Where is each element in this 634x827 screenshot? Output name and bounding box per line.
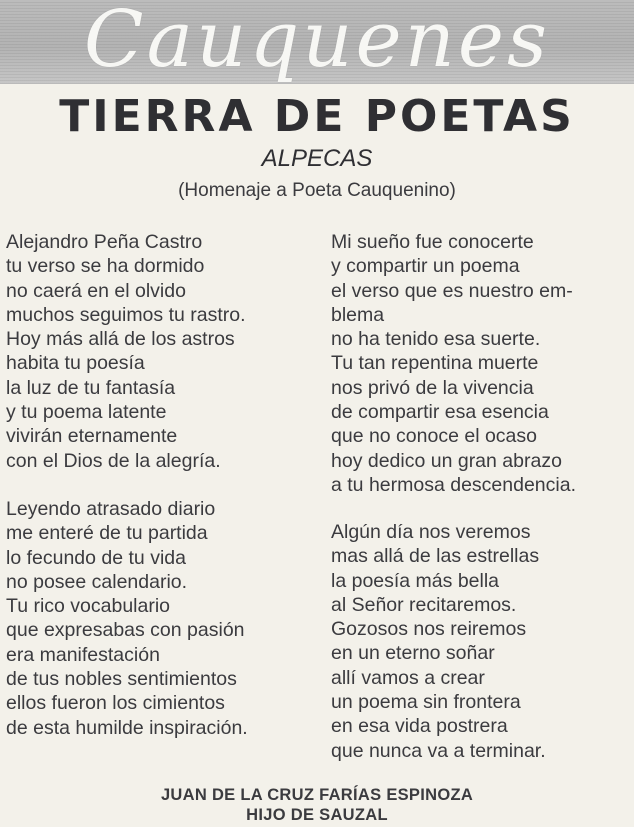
verse-line: Leyendo atrasado diario (6, 498, 216, 520)
verse-line: vivirán eternamente (6, 425, 178, 448)
verse-line: Hoy más allá de los astros (6, 328, 235, 351)
verse-line: mas allá de las estrellas (331, 545, 540, 568)
verse-line: que nunca va a terminar. (331, 739, 546, 762)
author-origin: HIJO DE SAUZAL (246, 806, 388, 824)
stanza-1 (6, 230, 246, 473)
verse-line: me enteré de tu partida (6, 522, 208, 545)
verse-line: habita tu poesía (6, 352, 145, 375)
verse-line: no ha tenido esa suerte. (331, 328, 541, 351)
verse-line: nos privó de la vivencia (331, 376, 534, 399)
verse-line: Gozosos nos reiremos (331, 618, 527, 641)
verse-line: al Señor recitaremos. (331, 593, 517, 616)
verse-line: la poesía más bella (331, 569, 500, 592)
verse-line: a tu hermosa descendencia. (331, 473, 576, 496)
verse-line: de esta humilde inspiración. (6, 716, 248, 739)
poem-title: ALPECAS (261, 145, 373, 172)
verse-line: en un eterno soñar (331, 642, 495, 665)
verse-line: hoy dedico un gran abrazo (331, 449, 562, 472)
verse-line: no posee calendario. (6, 570, 188, 593)
verse-line: la luz de tu fantasía (6, 376, 176, 399)
verse-line: allí vamos a crear (331, 666, 485, 689)
stanza-3 (6, 497, 248, 740)
verse-line: tu verso se ha dormido (6, 255, 205, 278)
verse-line: Alejandro Peña Castro (6, 231, 203, 253)
poem-dedication: (Homenaje a Poeta Cauquenino) (178, 180, 456, 201)
verse-line: blema (331, 303, 385, 326)
stanza-2 (331, 230, 576, 497)
verse-line: ellos fueron los cimientos (6, 692, 225, 715)
verse-line: lo fecundo de tu vida (6, 546, 186, 569)
verse-line: Tu rico vocabulario (6, 595, 171, 618)
verse-line: era manifestación (6, 643, 160, 666)
verse-line: con el Dios de la alegría. (6, 449, 221, 472)
verse-line: que no conoce el ocaso (331, 425, 537, 448)
verse-line: Tu tan repentina muerte (331, 352, 539, 375)
page-title: TIERRA DE POETAS (59, 91, 575, 142)
verse-line: Algún día nos veremos (331, 521, 531, 543)
verse-line: y tu poema latente (6, 401, 167, 424)
verse-line: muchos seguimos tu rastro. (6, 303, 246, 326)
verse-line: de tus nobles sentimientos (6, 668, 237, 691)
verse-line: de compartir esa esencia (331, 401, 549, 424)
verse-line: Mi sueño fue conocerte (331, 231, 534, 253)
verse-line: el verso que es nuestro em- (331, 279, 573, 302)
author-name: JUAN DE LA CRUZ FARÍAS ESPINOZA (160, 786, 474, 804)
verse-line: en esa vida postrera (331, 715, 508, 738)
newspaper-banner (0, 0, 634, 84)
verse-line: que expresabas con pasión (6, 619, 245, 642)
banner-logo-cauquenes: Cauquenes (83, 0, 551, 84)
stanza-4 (331, 520, 546, 763)
verse-line: un poema sin frontera (331, 691, 521, 714)
verse-line: no caerá en el olvido (6, 279, 186, 302)
verse-line: y compartir un poema (331, 255, 520, 278)
